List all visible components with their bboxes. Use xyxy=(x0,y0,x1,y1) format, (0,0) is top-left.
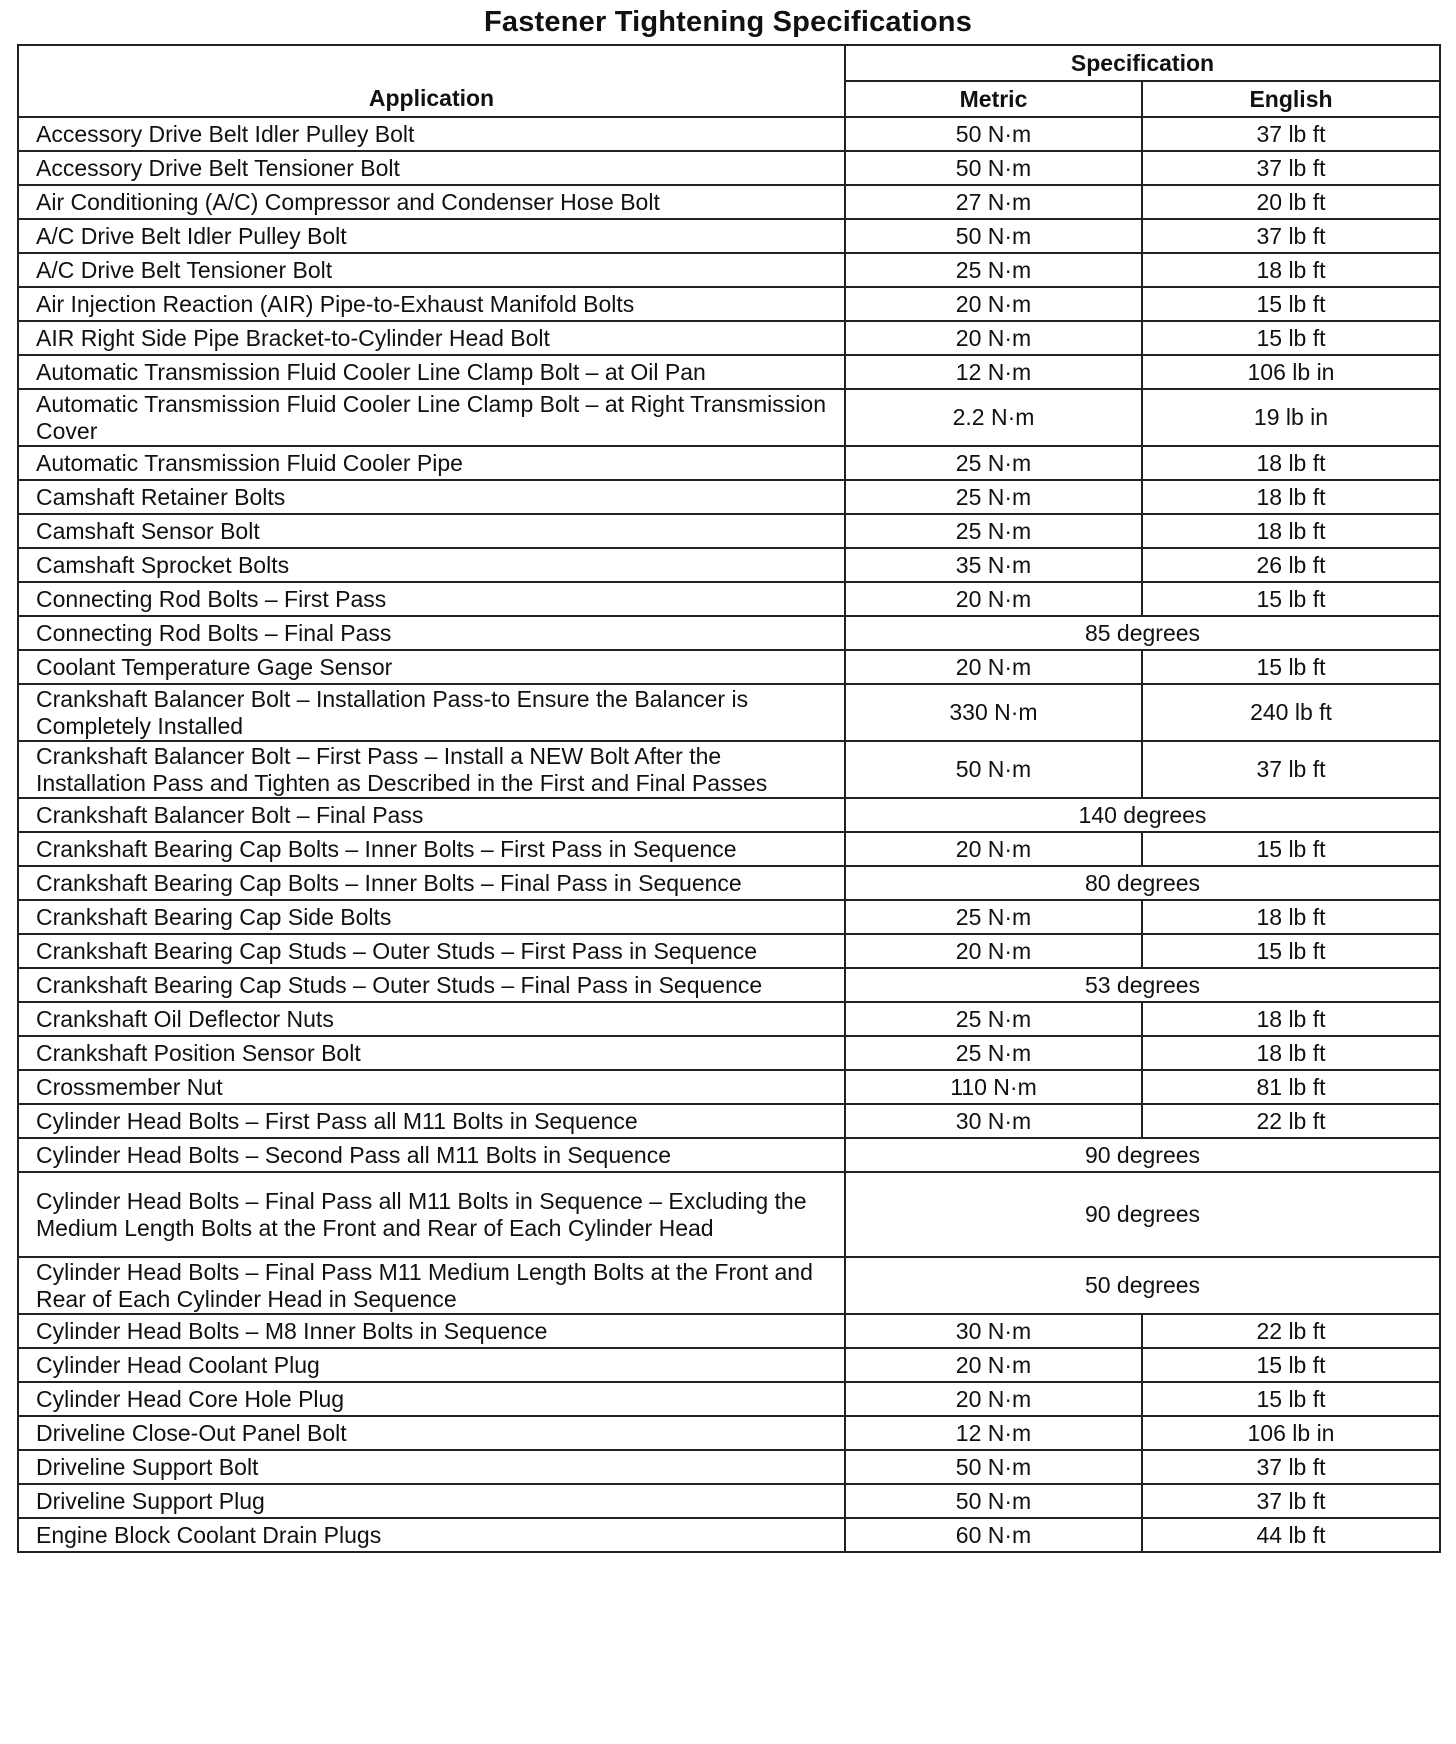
application-column-header: Application xyxy=(18,45,845,117)
table-row xyxy=(18,798,1440,832)
english-cell: 18 lb ft xyxy=(1142,900,1440,934)
application-cell: Driveline Support Plug xyxy=(18,1484,845,1518)
english-cell: 15 lb ft xyxy=(1142,934,1440,968)
english-cell: 26 lb ft xyxy=(1142,548,1440,582)
table-row xyxy=(18,355,1440,389)
metric-cell: 20 N·m xyxy=(845,1348,1142,1382)
table-row xyxy=(18,253,1440,287)
application-cell: Automatic Transmission Fluid Cooler Pipe xyxy=(18,446,845,480)
english-cell: 37 lb ft xyxy=(1142,741,1440,798)
english-cell: 37 lb ft xyxy=(1142,151,1440,185)
metric-cell: 25 N·m xyxy=(845,514,1142,548)
metric-cell: 60 N·m xyxy=(845,1518,1142,1552)
application-cell: Connecting Rod Bolts – First Pass xyxy=(18,582,845,616)
metric-cell: 12 N·m xyxy=(845,1416,1142,1450)
english-cell: 18 lb ft xyxy=(1142,514,1440,548)
metric-cell: 20 N·m xyxy=(845,321,1142,355)
combined-spec-cell: 90 degrees xyxy=(845,1172,1440,1257)
english-cell: 37 lb ft xyxy=(1142,219,1440,253)
table-row xyxy=(18,1518,1440,1552)
english-cell: 15 lb ft xyxy=(1142,832,1440,866)
application-cell: Crankshaft Oil Deflector Nuts xyxy=(18,1002,845,1036)
application-cell: Cylinder Head Bolts – Final Pass all M11 Bolts in Sequence – Excluding the Medium Length Bolts at the Front and Rear of Each Cylinder Head xyxy=(18,1172,845,1257)
english-cell: 18 lb ft xyxy=(1142,480,1440,514)
application-cell: Cylinder Head Bolts – Second Pass all M11 Bolts in Sequence xyxy=(18,1138,845,1172)
table-row xyxy=(18,684,1440,741)
table-row xyxy=(18,1348,1440,1382)
english-cell: 37 lb ft xyxy=(1142,1450,1440,1484)
fastener-spec-table xyxy=(17,44,1441,1553)
english-cell: 20 lb ft xyxy=(1142,185,1440,219)
table-row xyxy=(18,1070,1440,1104)
english-column-header: English xyxy=(1142,81,1440,117)
application-cell: Crankshaft Position Sensor Bolt xyxy=(18,1036,845,1070)
metric-cell: 20 N·m xyxy=(845,582,1142,616)
application-cell: Cylinder Head Bolts – M8 Inner Bolts in Sequence xyxy=(18,1314,845,1348)
metric-cell: 25 N·m xyxy=(845,253,1142,287)
table-row xyxy=(18,1138,1440,1172)
application-cell: Crankshaft Balancer Bolt – First Pass – Install a NEW Bolt After the Installation Pass and Tighten as Described in the First and Final Passes xyxy=(18,741,845,798)
application-cell: Crankshaft Balancer Bolt – Final Pass xyxy=(18,798,845,832)
english-cell: 18 lb ft xyxy=(1142,253,1440,287)
application-cell: Driveline Support Bolt xyxy=(18,1450,845,1484)
page-title: Fastener Tightening Specifications xyxy=(483,6,973,38)
english-cell: 22 lb ft xyxy=(1142,1104,1440,1138)
table-row xyxy=(18,514,1440,548)
english-cell: 106 lb in xyxy=(1142,1416,1440,1450)
metric-column-header: Metric xyxy=(845,81,1142,117)
english-cell: 15 lb ft xyxy=(1142,321,1440,355)
table-row xyxy=(18,616,1440,650)
application-cell: Cylinder Head Core Hole Plug xyxy=(18,1382,845,1416)
application-cell: Camshaft Retainer Bolts xyxy=(18,480,845,514)
application-cell: Air Injection Reaction (AIR) Pipe-to-Exhaust Manifold Bolts xyxy=(18,287,845,321)
application-cell: Driveline Close-Out Panel Bolt xyxy=(18,1416,845,1450)
table-header xyxy=(18,45,1440,117)
table-row xyxy=(18,900,1440,934)
table-row xyxy=(18,1382,1440,1416)
table-row xyxy=(18,582,1440,616)
metric-cell: 50 N·m xyxy=(845,219,1142,253)
application-cell: A/C Drive Belt Idler Pulley Bolt xyxy=(18,219,845,253)
metric-cell: 330 N·m xyxy=(845,684,1142,741)
english-cell: 15 lb ft xyxy=(1142,650,1440,684)
table-row xyxy=(18,1036,1440,1070)
application-cell: Automatic Transmission Fluid Cooler Line Clamp Bolt – at Right Transmission Cover xyxy=(18,389,845,446)
english-cell: 22 lb ft xyxy=(1142,1314,1440,1348)
table-row xyxy=(18,650,1440,684)
metric-cell: 20 N·m xyxy=(845,1382,1142,1416)
application-cell: Camshaft Sensor Bolt xyxy=(18,514,845,548)
english-cell: 18 lb ft xyxy=(1142,1002,1440,1036)
table-row xyxy=(18,866,1440,900)
english-cell: 106 lb in xyxy=(1142,355,1440,389)
application-cell: Engine Block Coolant Drain Plugs xyxy=(18,1518,845,1552)
metric-cell: 20 N·m xyxy=(845,650,1142,684)
application-cell: Connecting Rod Bolts – Final Pass xyxy=(18,616,845,650)
table-row xyxy=(18,287,1440,321)
application-cell: Cylinder Head Bolts – Final Pass M11 Medium Length Bolts at the Front and Rear of Each Cylinder Head in Sequence xyxy=(18,1257,845,1314)
english-cell: 37 lb ft xyxy=(1142,1484,1440,1518)
table-row xyxy=(18,151,1440,185)
application-cell: Crankshaft Bearing Cap Studs – Outer Studs – First Pass in Sequence xyxy=(18,934,845,968)
application-cell: Crankshaft Balancer Bolt – Installation Pass-to Ensure the Balancer is Completely Installed xyxy=(18,684,845,741)
application-cell: Crankshaft Bearing Cap Side Bolts xyxy=(18,900,845,934)
metric-cell: 30 N·m xyxy=(845,1104,1142,1138)
table-row xyxy=(18,185,1440,219)
metric-cell: 2.2 N·m xyxy=(845,389,1142,446)
english-cell: 15 lb ft xyxy=(1142,1348,1440,1382)
table-row xyxy=(18,1314,1440,1348)
application-cell: Crankshaft Bearing Cap Bolts – Inner Bolts – Final Pass in Sequence xyxy=(18,866,845,900)
metric-cell: 27 N·m xyxy=(845,185,1142,219)
metric-cell: 30 N·m xyxy=(845,1314,1142,1348)
table-row xyxy=(18,117,1440,151)
combined-spec-cell: 80 degrees xyxy=(845,866,1440,900)
metric-cell: 12 N·m xyxy=(845,355,1142,389)
table-row xyxy=(18,219,1440,253)
metric-cell: 25 N·m xyxy=(845,480,1142,514)
metric-cell: 110 N·m xyxy=(845,1070,1142,1104)
metric-cell: 50 N·m xyxy=(845,741,1142,798)
combined-spec-cell: 85 degrees xyxy=(845,616,1440,650)
table-row xyxy=(18,934,1440,968)
english-cell: 44 lb ft xyxy=(1142,1518,1440,1552)
table-row xyxy=(18,321,1440,355)
application-cell: A/C Drive Belt Tensioner Bolt xyxy=(18,253,845,287)
table-row xyxy=(18,1257,1440,1314)
table-body xyxy=(18,117,1440,1552)
metric-cell: 25 N·m xyxy=(845,1036,1142,1070)
table-row xyxy=(18,1484,1440,1518)
metric-cell: 50 N·m xyxy=(845,117,1142,151)
application-cell: Air Conditioning (A/C) Compressor and Condenser Hose Bolt xyxy=(18,185,845,219)
metric-cell: 50 N·m xyxy=(845,1484,1142,1518)
application-cell: Crankshaft Bearing Cap Studs – Outer Studs – Final Pass in Sequence xyxy=(18,968,845,1002)
combined-spec-cell: 53 degrees xyxy=(845,968,1440,1002)
application-cell: Cylinder Head Coolant Plug xyxy=(18,1348,845,1382)
english-cell: 37 lb ft xyxy=(1142,117,1440,151)
english-cell: 19 lb in xyxy=(1142,389,1440,446)
table-row xyxy=(18,1416,1440,1450)
english-cell: 15 lb ft xyxy=(1142,582,1440,616)
table-row xyxy=(18,1104,1440,1138)
specification-column-header: Specification xyxy=(845,45,1440,81)
table-row xyxy=(18,1002,1440,1036)
english-cell: 81 lb ft xyxy=(1142,1070,1440,1104)
application-cell: Accessory Drive Belt Idler Pulley Bolt xyxy=(18,117,845,151)
english-cell: 18 lb ft xyxy=(1142,446,1440,480)
table-row xyxy=(18,389,1440,446)
table-row xyxy=(18,446,1440,480)
english-cell: 15 lb ft xyxy=(1142,1382,1440,1416)
application-cell: AIR Right Side Pipe Bracket-to-Cylinder Head Bolt xyxy=(18,321,845,355)
application-cell: Coolant Temperature Gage Sensor xyxy=(18,650,845,684)
table-row xyxy=(18,741,1440,798)
metric-cell: 50 N·m xyxy=(845,151,1142,185)
english-cell: 240 lb ft xyxy=(1142,684,1440,741)
application-cell: Accessory Drive Belt Tensioner Bolt xyxy=(18,151,845,185)
application-cell: Cylinder Head Bolts – First Pass all M11 Bolts in Sequence xyxy=(18,1104,845,1138)
combined-spec-cell: 140 degrees xyxy=(845,798,1440,832)
table-row xyxy=(18,480,1440,514)
metric-cell: 20 N·m xyxy=(845,934,1142,968)
metric-cell: 25 N·m xyxy=(845,900,1142,934)
application-cell: Crankshaft Bearing Cap Bolts – Inner Bolts – First Pass in Sequence xyxy=(18,832,845,866)
table-row xyxy=(18,548,1440,582)
application-cell: Automatic Transmission Fluid Cooler Line Clamp Bolt – at Oil Pan xyxy=(18,355,845,389)
table-row xyxy=(18,832,1440,866)
metric-cell: 25 N·m xyxy=(845,1002,1142,1036)
application-cell: Crossmember Nut xyxy=(18,1070,845,1104)
metric-cell: 35 N·m xyxy=(845,548,1142,582)
metric-cell: 20 N·m xyxy=(845,287,1142,321)
table-row xyxy=(18,1172,1440,1257)
metric-cell: 20 N·m xyxy=(845,832,1142,866)
application-cell: Camshaft Sprocket Bolts xyxy=(18,548,845,582)
table-row xyxy=(18,968,1440,1002)
metric-cell: 25 N·m xyxy=(845,446,1142,480)
table-row xyxy=(18,1450,1440,1484)
english-cell: 15 lb ft xyxy=(1142,287,1440,321)
english-cell: 18 lb ft xyxy=(1142,1036,1440,1070)
combined-spec-cell: 90 degrees xyxy=(845,1138,1440,1172)
metric-cell: 50 N·m xyxy=(845,1450,1142,1484)
combined-spec-cell: 50 degrees xyxy=(845,1257,1440,1314)
